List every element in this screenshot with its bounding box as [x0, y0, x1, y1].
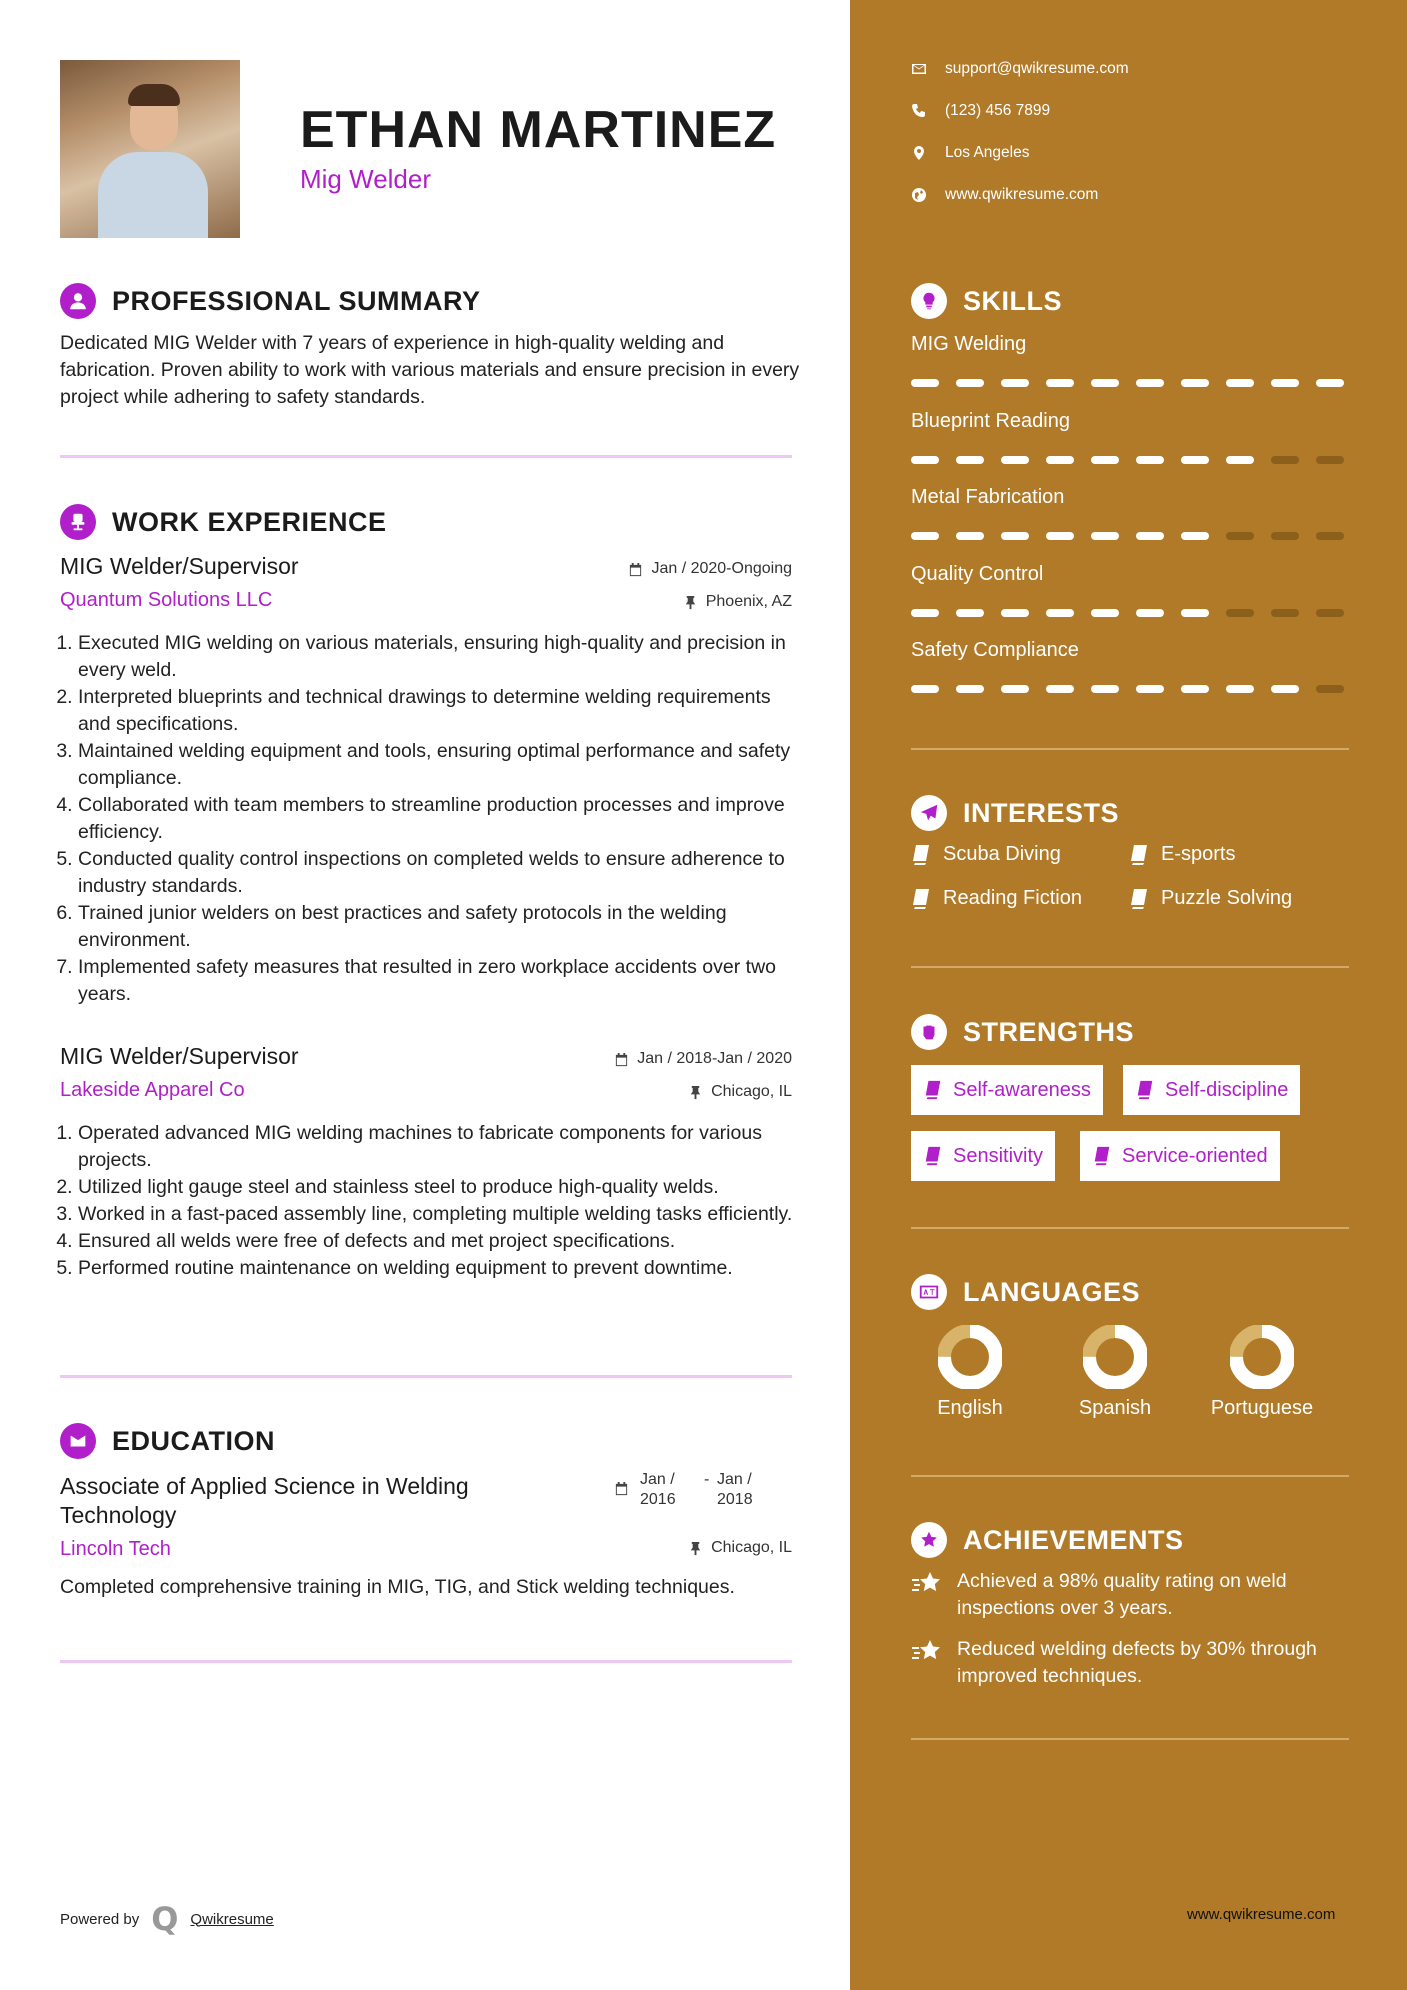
languages-title: LANGUAGES	[963, 1276, 1141, 1307]
skill-dash-filled	[1001, 379, 1029, 387]
skill-dash-filled	[956, 456, 984, 464]
book-icon	[1135, 1080, 1155, 1100]
divider	[60, 1660, 792, 1663]
skill-name: Metal Fabrication	[911, 486, 1065, 508]
skill-dash-filled	[1001, 532, 1029, 540]
envelope-icon	[911, 61, 927, 77]
skill-level-bar	[911, 532, 1344, 540]
divider	[60, 1375, 792, 1378]
skill-name: MIG Welding	[911, 333, 1027, 355]
main-column: ETHAN MARTINEZ Mig Welder PROFESSIONAL SUMMARY Dedicated MIG Welder with 7 years of experience in high-quality welding and fabrication. Proven ability to work with various materials and ensure precision in every project while adhering to safety standards. WORK EXPERIENCE MIG Welder/Supervisor Quantum Solutions LLC Jan / 2020-Ongoing Phoenix, AZ 1. Executed MIG welding on various materials, ensuring high-quality and precision in every weld. 2. Interpreted blueprints and technical drawings to determine welding requirements and specifications. 3. Maintained welding equipment and tools, ensuring optimal performance and safety compliance. 4. Collaborated with team members to streamline production processes and improve efficiency. 5. Conducted quality control inspections on completed welds to ensure adherence to industry standards. 6. Trained junior welders on best practices and safety protocols in the welding environment. 7. Implemented safety measures that resulted in zero workplace accidents over two years. MIG Welder/Supervisor Lakeside Apparel Co Jan / 2018-Jan / 2020 Chicago, IL 1. Operated advanced MIG welding machines to fabricate components for various projects. 2. Utilized light gauge steel and stainless steel to produce high-quality welds. 3. Worked in a fast-paced assembly line, completing multiple welding tasks efficiently. 4. Ensured all welds were free of defects and met project specifications. 5. Performed routine maintenance on welding equipment to prevent downtime. EDUCATION Associate of Applied Science in Welding Technology Lincoln Tech Jan / 2016 - Jan / 2018 Chicago, IL Completed comprehensive training in MIG, TIG, and Stick welding techniques. Powered by Q Qwikresume	[0, 0, 850, 1990]
list-item: 5. Performed routine maintenance on welding equipment to prevent downtime.	[78, 1255, 800, 1282]
strength-label: Self-awareness	[953, 1078, 1091, 1101]
list-item: 6. Trained junior welders on best practices and safety protocols in the welding environment.	[78, 900, 800, 954]
strengths-heading	[911, 1014, 1134, 1050]
skill-dash-filled	[1046, 685, 1074, 693]
language-item	[1207, 1325, 1317, 1420]
list-item: 4. Ensured all welds were free of defects and met project specifications.	[78, 1228, 800, 1255]
skill-dash-empty	[1271, 609, 1299, 617]
skill-dash-filled	[1136, 379, 1164, 387]
skill-dash-filled	[1091, 379, 1119, 387]
strength-label: Sensitivity	[953, 1144, 1044, 1167]
achievement-text: Reduced welding defects by 30% through improved techniques.	[957, 1638, 1317, 1687]
skill-dash-filled	[956, 609, 984, 617]
strength-chip	[911, 1131, 1055, 1181]
user-icon	[60, 283, 96, 319]
brand-link[interactable]: Qwikresume	[190, 1910, 274, 1928]
interest-item	[911, 887, 1082, 910]
divider	[911, 966, 1349, 968]
skill-dash-filled	[1226, 685, 1254, 693]
interest-label: Scuba Diving	[943, 843, 1061, 865]
powered-by-label: Powered by	[60, 1910, 140, 1928]
skill-dash-filled	[956, 379, 984, 387]
skill-dash-filled	[911, 685, 939, 693]
job-date-text: Jan / 2018-Jan / 2020	[637, 1050, 792, 1067]
summary-title: PROFESSIONAL SUMMARY	[112, 285, 481, 316]
website-text[interactable]: www.qwikresume.com	[945, 186, 1099, 203]
skill-level-bar	[911, 379, 1344, 387]
skill-name: Safety Compliance	[911, 639, 1079, 661]
experience-heading	[60, 504, 387, 540]
skill-dash-filled	[1181, 456, 1209, 464]
skill-dash-filled	[1001, 609, 1029, 617]
divider	[911, 1475, 1349, 1477]
skill-name: Blueprint Reading	[911, 409, 1070, 432]
skill-level-bar	[911, 609, 1344, 617]
divider	[60, 455, 792, 458]
candidate-name: ETHAN MARTINEZ	[300, 101, 777, 159]
lightbulb-icon	[911, 283, 947, 319]
skill-dash-empty	[1226, 532, 1254, 540]
divider	[911, 748, 1349, 750]
contact-phone	[911, 102, 1050, 120]
star-icon	[911, 1638, 943, 1666]
strength-chip	[911, 1065, 1103, 1115]
skill-dash-filled	[1181, 379, 1209, 387]
pin-icon	[688, 1085, 703, 1100]
star-icon	[911, 1570, 943, 1598]
job-date	[614, 1050, 792, 1068]
star-badge-icon	[911, 1522, 947, 1558]
languages-heading	[911, 1274, 1140, 1310]
book-icon	[1129, 844, 1149, 866]
skill-dash-empty	[1271, 532, 1299, 540]
book-icon	[1092, 1146, 1112, 1166]
skills-heading	[911, 283, 1062, 319]
fist-icon	[911, 1014, 947, 1050]
job-date	[628, 560, 792, 578]
skill-dash-filled	[1181, 685, 1209, 693]
interests-heading	[911, 795, 1119, 831]
skill-dash-empty	[1271, 456, 1299, 464]
skill-dash-filled	[1001, 456, 1029, 464]
skill-dash-filled	[956, 685, 984, 693]
education-start-date: Jan / 2016	[640, 1471, 676, 1508]
contact-location	[911, 144, 1029, 162]
education-location	[688, 1539, 792, 1557]
pin-icon	[683, 595, 698, 610]
skill-dash-empty	[1316, 685, 1344, 693]
contact-email	[911, 60, 1129, 78]
book-icon	[911, 888, 931, 910]
education-description: Completed comprehensive training in MIG, TIG, and Stick welding techniques.	[60, 1576, 735, 1598]
degree-title: Associate of Applied Science in Welding Technology	[60, 1473, 469, 1528]
skill-dash-filled	[1091, 609, 1119, 617]
achievement-item	[911, 1568, 1351, 1622]
school-name: Lincoln Tech	[60, 1538, 171, 1560]
skill-dash-filled	[911, 456, 939, 464]
language-level-donut	[938, 1325, 1002, 1389]
achievements-heading	[911, 1522, 1184, 1558]
strength-label: Self-discipline	[1165, 1078, 1289, 1101]
list-item: 3. Maintained welding equipment and tools, ensuring optimal performance and safety compliance.	[78, 738, 800, 792]
language-name: Portuguese	[1210, 1397, 1314, 1419]
list-item: 1. Operated advanced MIG welding machines to fabricate components for various projects.	[78, 1120, 800, 1174]
skill-dash-filled	[1136, 609, 1164, 617]
job-title: MIG Welder/Supervisor	[60, 553, 299, 579]
interest-item	[1129, 887, 1292, 910]
language-item	[915, 1325, 1025, 1420]
job-company: Lakeside Apparel Co	[60, 1079, 245, 1101]
phone-icon	[911, 103, 927, 119]
list-item: 5. Conducted quality control inspections on completed welds to ensure adherence to industry standards.	[78, 846, 800, 900]
location-icon	[911, 145, 927, 161]
skill-dash-filled	[1316, 379, 1344, 387]
skill-dash-empty	[1316, 609, 1344, 617]
language-level-donut	[1083, 1325, 1147, 1389]
list-item: 2. Utilized light gauge steel and stainless steel to produce high-quality welds.	[78, 1174, 800, 1201]
language-name: Spanish	[1078, 1397, 1152, 1419]
chair-icon	[60, 504, 96, 540]
summary-text: Dedicated MIG Welder with 7 years of experience in high-quality welding and fabrication. Proven ability to work with various materials and ensure precision in every project while adhering to safety standards.	[60, 332, 800, 408]
qwikresume-logo: Q	[151, 1900, 179, 1938]
candidate-role: Mig Welder	[300, 164, 432, 194]
language-icon	[911, 1274, 947, 1310]
skill-dash-filled	[1136, 685, 1164, 693]
skill-name: Quality Control	[911, 562, 1044, 585]
email-text[interactable]: support@qwikresume.com	[945, 60, 1129, 77]
interest-item	[911, 843, 1061, 866]
achievement-item	[911, 1636, 1351, 1690]
job-location-text: Phoenix, AZ	[705, 593, 792, 610]
strength-label: Service-oriented	[1122, 1144, 1268, 1167]
language-level-donut	[1230, 1325, 1294, 1389]
list-item: 3. Worked in a fast-paced assembly line, completing multiple welding tasks efficiently.	[78, 1201, 800, 1228]
paper-plane-icon	[911, 795, 947, 831]
divider	[911, 1738, 1349, 1740]
summary-heading	[60, 283, 481, 319]
skill-dash-filled	[1136, 532, 1164, 540]
skill-dash-filled	[1001, 685, 1029, 693]
skill-dash-filled	[956, 532, 984, 540]
skills-title: SKILLS	[963, 285, 1063, 316]
location-text: Los Angeles	[945, 144, 1030, 161]
interest-label: E-sports	[1161, 843, 1236, 865]
skill-dash-filled	[1226, 456, 1254, 464]
job-company: Quantum Solutions LLC	[60, 589, 273, 611]
list-item: 1. Executed MIG welding on various materials, ensuring high-quality and precision in every weld.	[78, 630, 800, 684]
list-item: 7. Implemented safety measures that resulted in zero workplace accidents over two years.	[78, 954, 800, 1008]
skill-dash-filled	[1271, 379, 1299, 387]
divider	[911, 1227, 1349, 1229]
education-end-date: Jan / 2018	[717, 1471, 753, 1508]
skill-dash-filled	[1136, 456, 1164, 464]
achievements-title: ACHIEVEMENTS	[963, 1524, 1184, 1555]
experience-title: WORK EXPERIENCE	[112, 506, 387, 537]
skill-dash-filled	[1091, 456, 1119, 464]
job-location	[688, 1083, 792, 1101]
language-item	[1060, 1325, 1170, 1420]
skill-dash-empty	[1316, 532, 1344, 540]
skill-dash-filled	[1046, 609, 1074, 617]
education-title: EDUCATION	[112, 1425, 275, 1456]
job-location-text: Chicago, IL	[711, 1083, 792, 1100]
phone-text: (123) 456 7899	[945, 102, 1051, 119]
skill-dash-filled	[1226, 379, 1254, 387]
skill-dash-empty	[1316, 456, 1344, 464]
job-date-text: Jan / 2020-Ongoing	[651, 560, 792, 577]
skill-dash-filled	[911, 609, 939, 617]
book-icon	[911, 844, 931, 866]
strengths-title: STRENGTHS	[963, 1016, 1135, 1047]
pin-icon	[688, 1541, 703, 1556]
education-heading	[60, 1423, 275, 1459]
skill-dash-filled	[1181, 609, 1209, 617]
interest-label: Puzzle Solving	[1161, 887, 1293, 909]
calendar-icon	[614, 1052, 629, 1067]
profile-photo	[60, 60, 240, 238]
book-icon	[923, 1146, 943, 1166]
calendar-icon	[628, 562, 643, 577]
language-name: English	[937, 1397, 1003, 1419]
strength-chip	[1080, 1131, 1280, 1181]
footer-url[interactable]: www.qwikresume.com	[1187, 1906, 1336, 1923]
job-title: MIG Welder/Supervisor	[60, 1043, 299, 1069]
list-item: 2. Interpreted blueprints and technical drawings to determine welding requirements and specifications.	[78, 684, 800, 738]
job-bullets	[60, 1120, 800, 1282]
job-bullets	[60, 630, 800, 1008]
contact-website	[911, 186, 1098, 204]
job-location	[683, 593, 792, 611]
skill-dash-empty	[1226, 609, 1254, 617]
skill-dash-filled	[1181, 532, 1209, 540]
book-icon	[1129, 888, 1149, 910]
globe-icon	[911, 187, 927, 203]
list-item: 4. Collaborated with team members to streamline production processes and improve efficiency.	[78, 792, 800, 846]
achievement-text: Achieved a 98% quality rating on weld inspections over 3 years.	[957, 1570, 1287, 1619]
skill-dash-filled	[911, 532, 939, 540]
calendar-icon	[614, 1481, 629, 1496]
graduation-icon	[60, 1423, 96, 1459]
skill-dash-filled	[1046, 532, 1074, 540]
strength-chip	[1123, 1065, 1300, 1115]
skill-dash-filled	[1046, 379, 1074, 387]
skill-dash-filled	[1271, 685, 1299, 693]
interest-item	[1129, 843, 1235, 866]
education-location-text: Chicago, IL	[711, 1539, 792, 1556]
skill-dash-filled	[1091, 685, 1119, 693]
interest-label: Reading Fiction	[943, 887, 1082, 909]
skill-level-bar	[911, 685, 1344, 693]
powered-by	[60, 1900, 274, 1938]
skill-level-bar	[911, 456, 1344, 464]
skill-dash-filled	[911, 379, 939, 387]
skill-dash-filled	[1046, 456, 1074, 464]
interests-title: INTERESTS	[963, 797, 1120, 828]
book-icon	[923, 1080, 943, 1100]
skill-dash-filled	[1091, 532, 1119, 540]
